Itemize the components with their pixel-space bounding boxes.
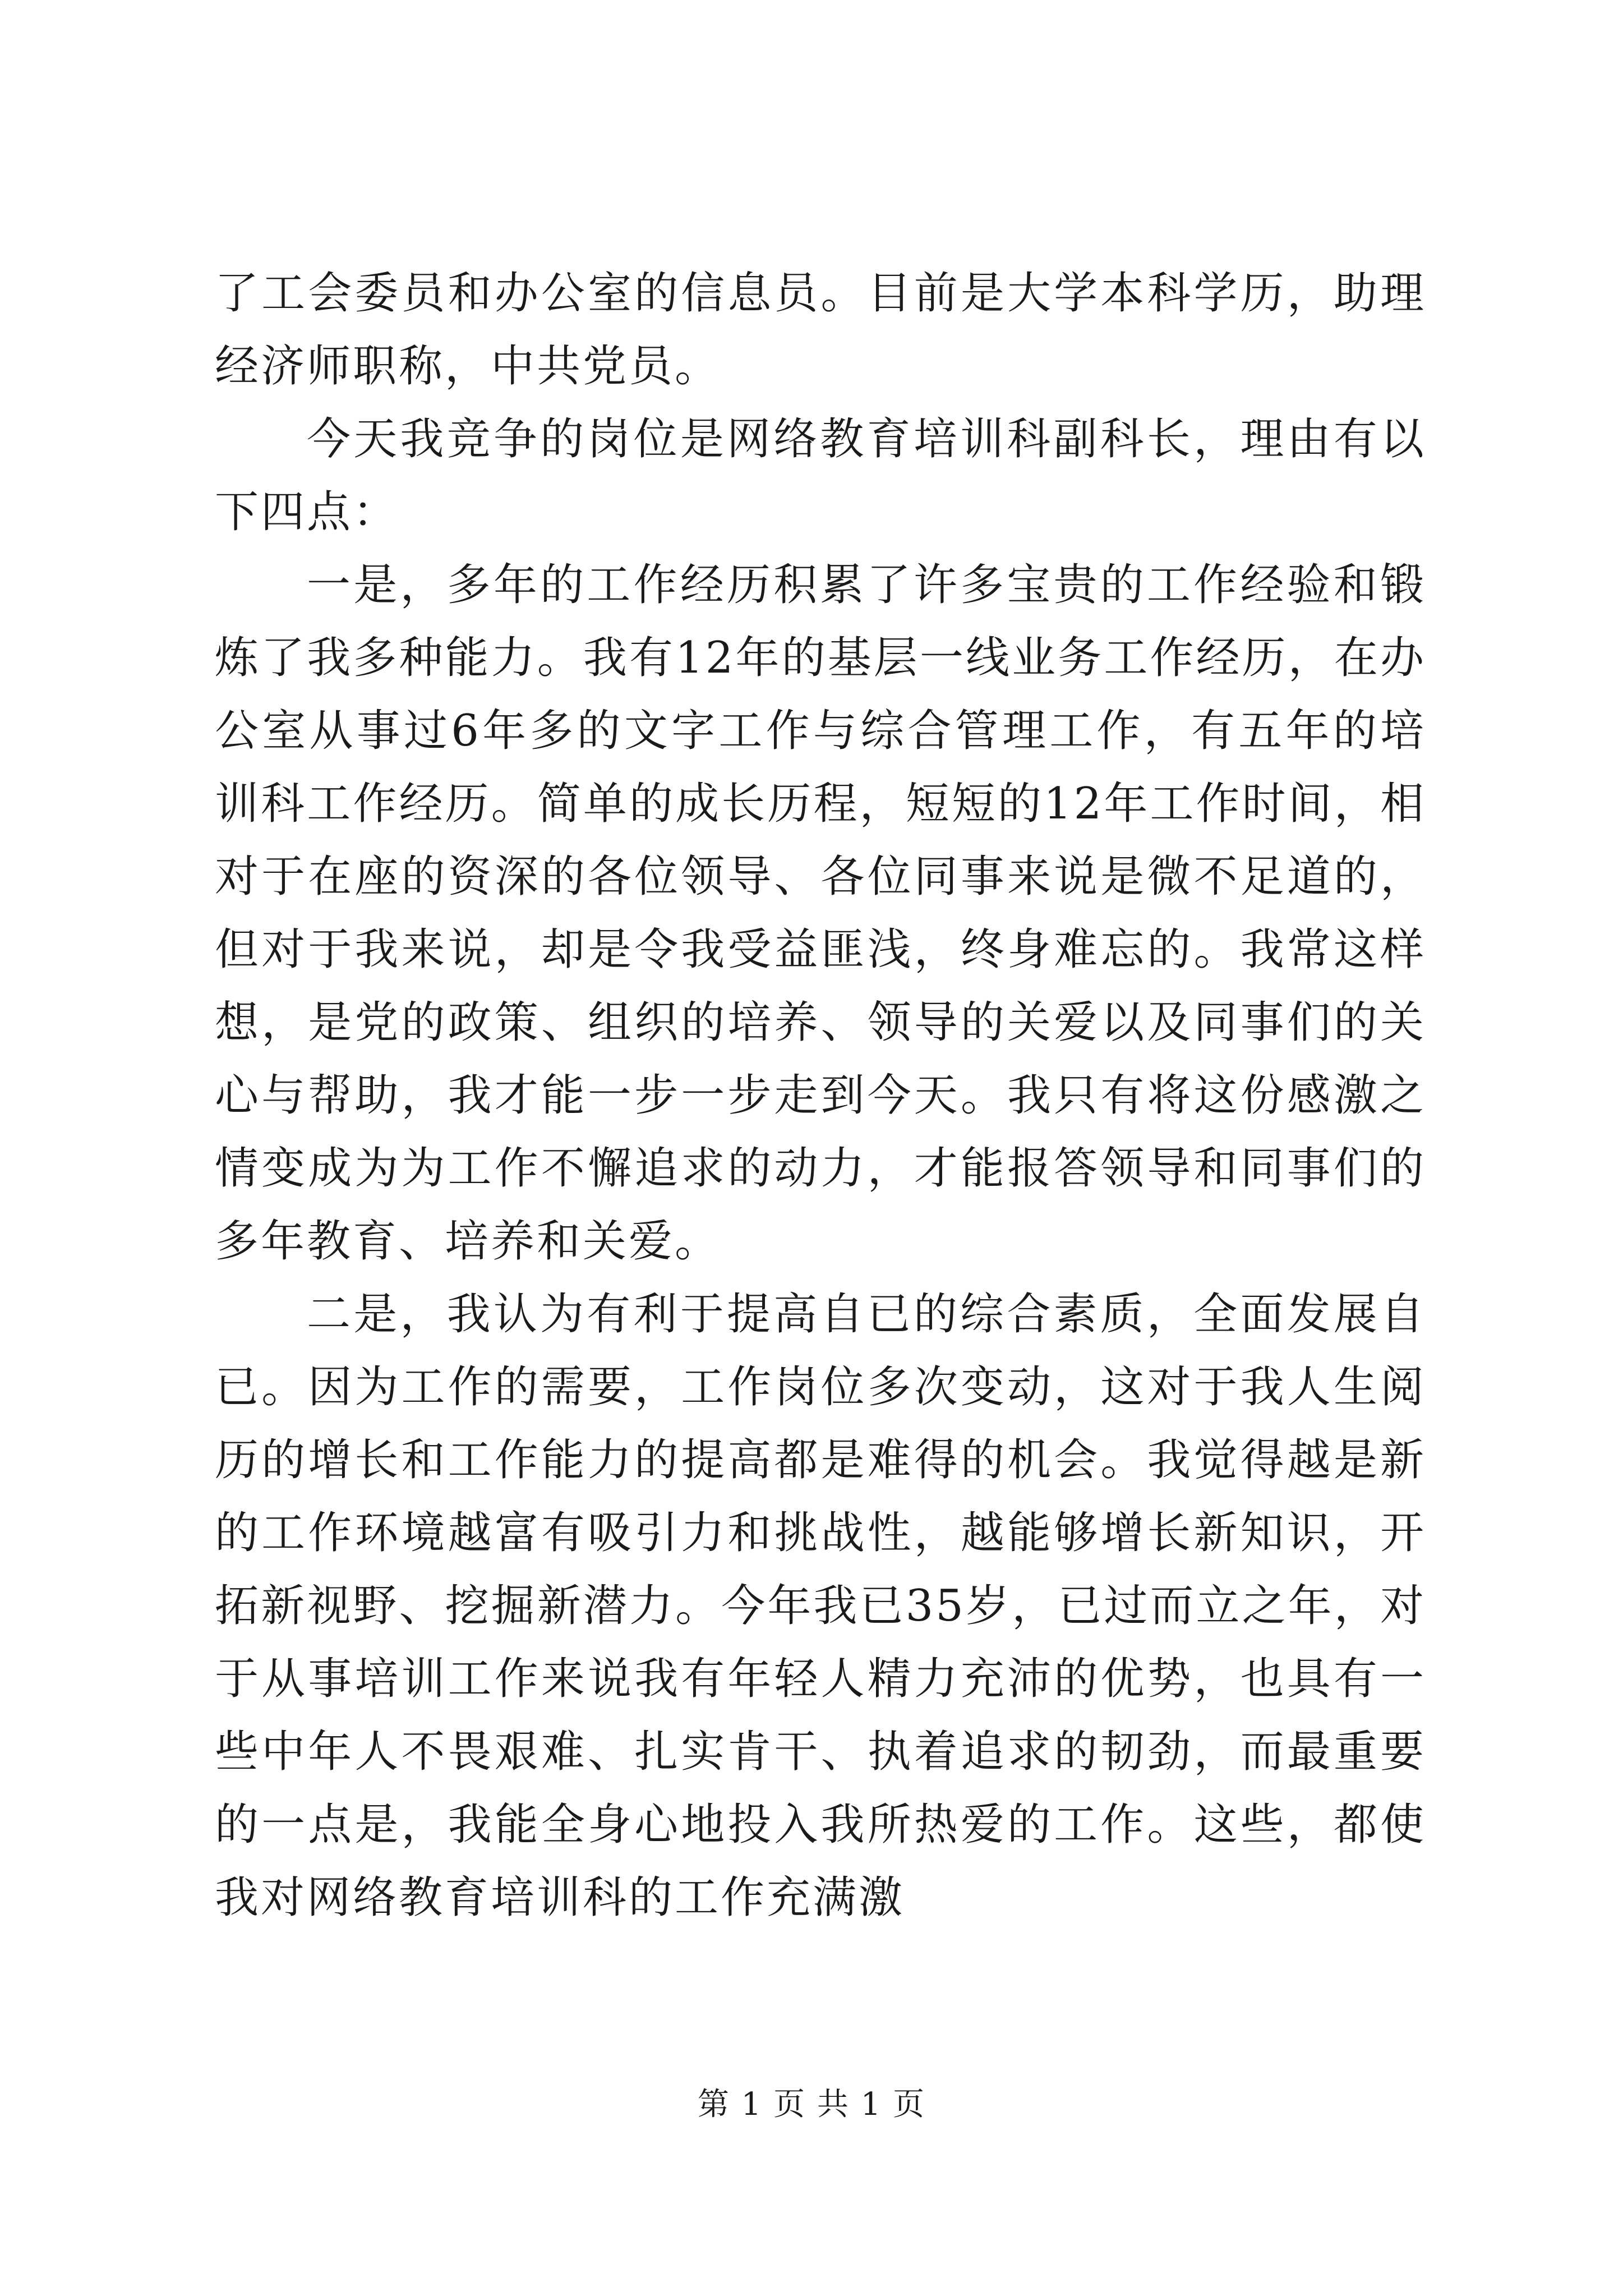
paragraph-reason-one: 一是，多年的工作经历积累了许多宝贵的工作经验和锻炼了我多种能力。我有12年的基层一线业务工作经历，在办公室从事过6年多的文字工作与综合管理工作，有五年的培训科工作经历。简单的成长历程，短短的12年工作时间，相对于在座的资深的各位领导、各位同事来说是微不足道的，但对于我来说，却是令我受益匪浅，终身难忘的。我常这样想，是党的政策、组织的培养、领导的关爱以及同事们的关心与帮助，我才能一步一步走到今天。我只有将这份感激之情变成为为工作不懈追求的动力，才能报答领导和同事们的多年教育、培养和关爱。: [215, 560, 1426, 1267]
document-body: [215, 257, 1426, 1934]
paragraph-position-intro: 今天我竞争的岗位是网络教育培训科副科长，理由有以下四点：: [215, 414, 1426, 537]
paragraph-continuation: 了工会委员和办公室的信息员。目前是大学本科学历，助理经济师职称，中共党员。: [215, 268, 1426, 392]
page-footer: 第 1 页 共 1 页: [697, 2086, 926, 2123]
paragraph-reason-two: 二是，我认为有利于提高自已的综合素质，全面发展自已。因为工作的需要，工作岗位多次变动，这对于我人生阅历的增长和工作能力的提高都是难得的机会。我觉得越是新的工作环境越富有吸引力和挑战性，越能够增长新知识，开拓新视野、挖掘新潜力。今年我已35岁，已过而立之年，对于从事培训工作来说我有年轻人精力充沛的优势，也具有一些中年人不畏艰难、扎实肯干、执着追求的韧劲，而最重要的一点是，我能全身心地投入我所热爱的工作。这些，都使我对网络教育培训科的工作充满激: [215, 1289, 1426, 1923]
